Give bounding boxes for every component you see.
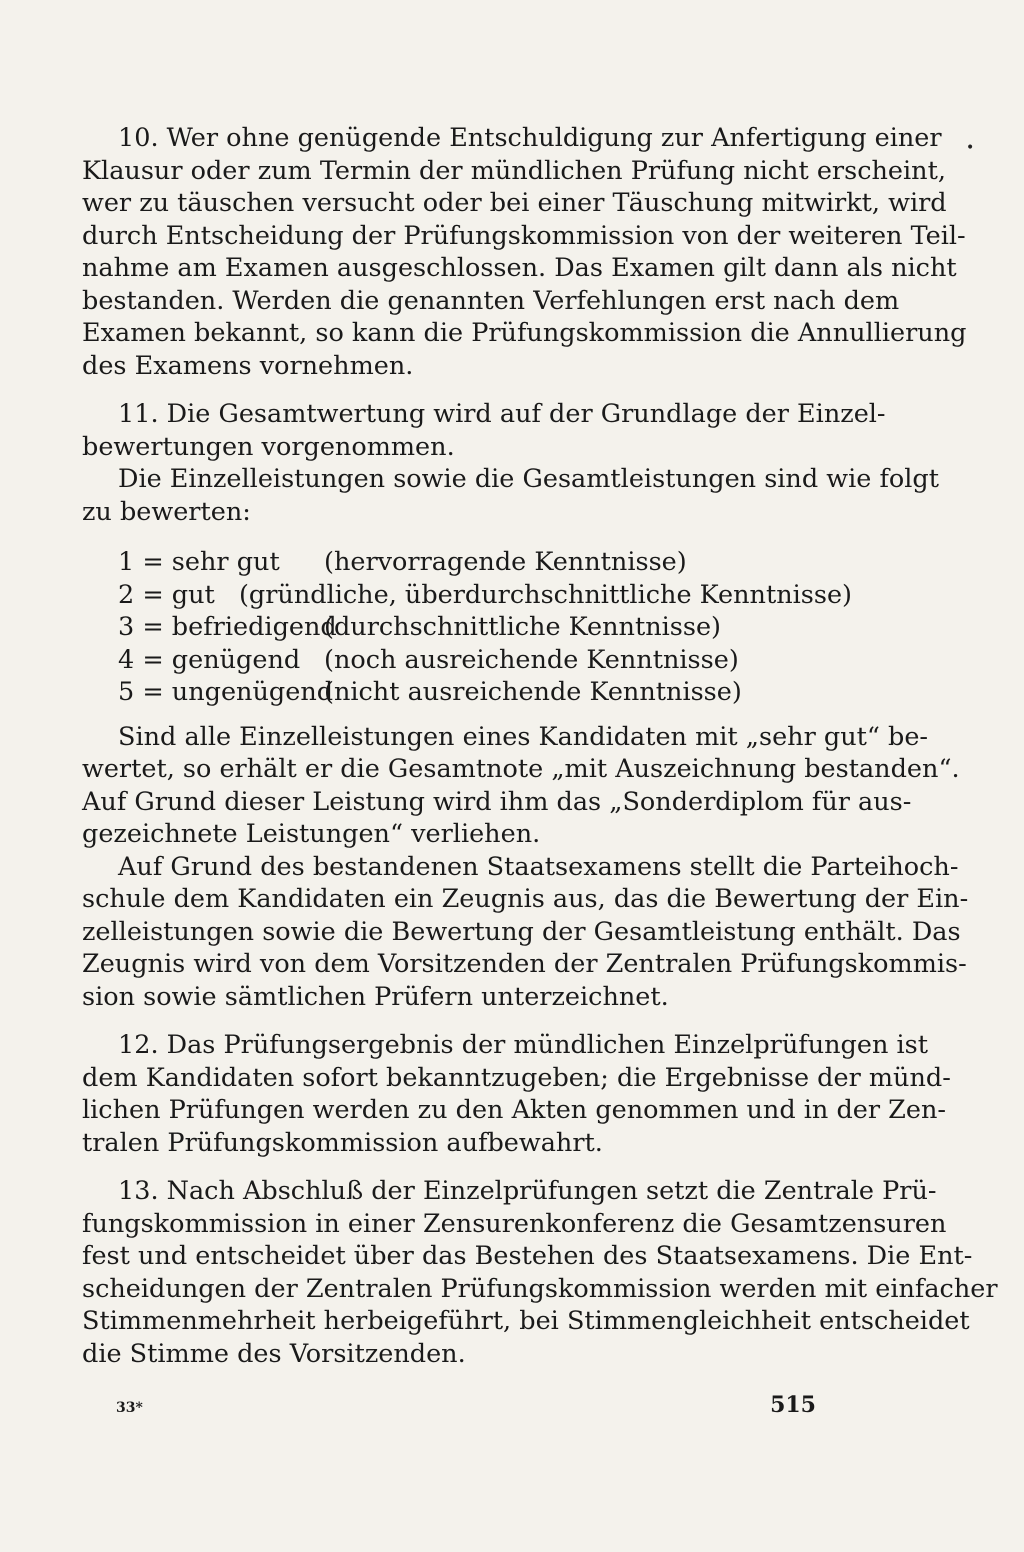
grade-row <box>118 579 852 612</box>
text-line: tralen Prüfungskommission aufbewahrt. <box>82 1127 603 1158</box>
paragraph-11-certificate <box>82 851 969 1014</box>
paragraph-12 <box>82 1029 951 1159</box>
text-line: schule dem Kandidaten ein Zeugnis aus, das die Bewertung der Ein- <box>82 884 969 914</box>
page-footer <box>116 1392 816 1422</box>
text-line: sion sowie sämtlichen Prüfern unterzeichnet. <box>82 981 669 1012</box>
grade-value: 5 = ungenügend <box>118 677 334 707</box>
text-line: 11. Die Gesamtwertung wird auf der Grundlage der Einzel- <box>118 399 886 429</box>
text-line: fest und entscheidet über das Bestehen des Staatsexamens. Die Ent- <box>82 1241 973 1271</box>
text-line: Sind alle Einzelleistungen eines Kandidaten mit „sehr gut“ be- <box>118 721 929 752</box>
paragraph-10 <box>82 122 967 382</box>
grade-row <box>118 644 852 677</box>
grade-value: 4 = genügend <box>118 644 301 675</box>
text-line: Auf Grund des bestandenen Staatsexamens stellt die Parteihoch- <box>118 851 959 882</box>
signature-mark: 33* <box>116 1400 143 1416</box>
grade-row <box>118 611 852 644</box>
grade-value: 1 = sehr gut <box>118 547 280 577</box>
text-line: die Stimme des Vorsitzenden. <box>82 1338 466 1369</box>
grade-value: 3 = befriedigend <box>118 612 337 642</box>
page-number: 515 <box>770 1392 816 1418</box>
text-line: durch Entscheidung der Prüfungskommission von der weiteren Teil- <box>82 220 966 251</box>
text-line: 10. Wer ohne genügende Entschuldigung zur Anfertigung einer <box>118 123 942 153</box>
text-line: dem Kandidaten sofort bekanntzugeben; die Ergebnisse der münd- <box>82 1062 951 1093</box>
grade-description: (gründliche, überdurchschnittliche Kenntnisse) <box>238 579 852 610</box>
text-line: Klausur oder zum Termin der mündlichen Prüfung nicht erscheint, <box>82 155 946 186</box>
grade-description: (nicht ausreichende Kenntnisse) <box>324 677 742 707</box>
text-line: wertet, so erhält er die Gesamtnote „mit Auszeichnung bestanden“. <box>82 754 960 784</box>
text-line: bestanden. Werden die genannten Verfehlungen erst nach dem <box>82 285 900 316</box>
text-line: fungskommission in einer Zensurenkonferenz die Gesamtzensuren <box>82 1208 947 1239</box>
grade-row <box>118 546 852 579</box>
grade-description: (noch ausreichende Kenntnisse) <box>324 644 739 675</box>
text-line: 12. Das Prüfungsergebnis der mündlichen Einzelprüfungen ist <box>118 1030 928 1060</box>
grade-description: (hervorragende Kenntnisse) <box>324 547 687 577</box>
grade-value: 2 = gut <box>118 579 215 610</box>
grade-scale-list <box>118 546 852 709</box>
grade-row <box>118 676 852 709</box>
text-line: Zeugnis wird von dem Vorsitzenden der Zentralen Prüfungskommis- <box>82 949 967 979</box>
margin-mark: • <box>966 140 975 156</box>
page-body <box>82 122 998 1370</box>
paragraph-11-grading <box>82 463 939 528</box>
text-line: bewertungen vorgenommen. <box>82 431 455 462</box>
text-line: zelleistungen sowie die Bewertung der Gesamtleistung enthält. Das <box>82 916 961 947</box>
text-line: zu bewerten: <box>82 496 251 527</box>
text-line: scheidungen der Zentralen Prüfungskommission werden mit einfacher <box>82 1273 998 1304</box>
text-line: Examen bekannt, so kann die Prüfungskommission die Annullierung <box>82 318 967 348</box>
text-line: Stimmenmehrheit herbeigeführt, bei Stimmengleichheit entscheidet <box>82 1306 970 1336</box>
text-line: des Examens vornehmen. <box>82 350 414 381</box>
text-line: 13. Nach Abschluß der Einzelprüfungen setzt die Zentrale Prü- <box>118 1176 937 1206</box>
paragraph-13 <box>82 1175 998 1370</box>
text-line: gezeichnete Leistungen“ verliehen. <box>82 819 541 849</box>
text-line: Auf Grund dieser Leistung wird ihm das „Sonderdiplom für aus- <box>82 786 912 817</box>
text-line: Die Einzelleistungen sowie die Gesamtleistungen sind wie folgt <box>118 464 939 494</box>
grade-description: (durchschnittliche Kenntnisse) <box>324 612 722 642</box>
text-line: lichen Prüfungen werden zu den Akten genommen und in der Zen- <box>82 1095 947 1125</box>
paragraph-11-intro <box>82 398 886 463</box>
paragraph-11-distinction <box>82 721 960 851</box>
text-line: nahme am Examen ausgeschlossen. Das Examen gilt dann als nicht <box>82 253 957 283</box>
text-line: wer zu täuschen versucht oder bei einer Täuschung mitwirkt, wird <box>82 188 947 218</box>
